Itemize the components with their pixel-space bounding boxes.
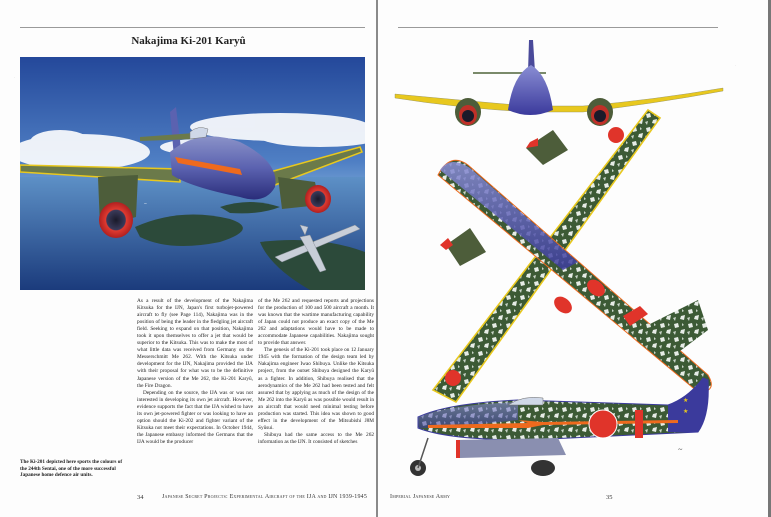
page-title: Nakajima Ki-201 Karyû [131, 35, 246, 47]
artist-signature: ~ [678, 445, 683, 454]
top-engine-right [526, 130, 568, 165]
text-column-1 [137, 298, 253, 446]
left-page [0, 0, 377, 517]
paragraph: The genesis of the Ki-201 took place on 12 January 1945 with the formation of the design team led by Nakajima engineer Iwao Shibuya. Unlike the Kitsuka project, from the outset Shibuya designed the Karyû as a fighter. In addition, Shibuya realised that the aerodynamics of the Me 262 had been tested and felt assured that by applying as much of the design of the Me 262 into the Karyû as was possible would result in an aircraft that would need minimal testing before production was started. This idea was shown to good effect in the development of the Mitsubishi J8M Syûsui. [258, 347, 374, 431]
front-view [395, 40, 723, 126]
aircraft-painting [20, 57, 365, 290]
running-title-right: Imperial Japanese Army [390, 494, 451, 500]
top-engine-left [446, 228, 486, 266]
margin-credit: · [734, 64, 738, 66]
hinomaru-fuselage-2 [551, 293, 575, 317]
side-tail [668, 378, 708, 432]
side-engine [456, 438, 566, 458]
page-number-left: 34 [137, 494, 144, 501]
margin-credit: · [13, 76, 17, 78]
aircraft-painting-svg [20, 57, 365, 290]
left-intake [99, 202, 133, 238]
right-page [378, 0, 771, 517]
header-rule [20, 27, 365, 28]
running-title-left: Japanese Secret Projects: Experimental Aircraft of the IJA and IJN 1939-1945 [162, 494, 368, 500]
artist-signature: ~ [144, 202, 147, 207]
paragraph: As a result of the development of the Nakajima Kitsuka for the IJN, Japan's first turbojet-powered aircraft to fly (see Page 114), Nakajima was in the position of being the leader in the fledgling jet aircraft field. Seeking to expand on that position, Nakajima took it upon themselves to offer a jet that would be superior to the Kitsuka. This was to make the most of what little data was received from Germany on the Messerschmitt Me 262. With the Kitsuka under development for the IJN, Nakajima provided the IJA with their proposal for what was to be the definitive Japanese version of the Me 262, the Ki-201 Karyû, the Fire Dragon. [137, 298, 253, 389]
paragraph: Depending on the source, the IJA was or was not interested in developing its own jet aircraft. However, evidence supports the fact that the IJA wished to have its own jet-powered fighter or was looking to have an option should the Ki-202 and fighter variant of the Kitsuka not meet their expectations. In October 1944, the Japanese embassy informed the Germans that the IJA would be the producer [137, 389, 253, 445]
paragraph: of the Me 262 and requested reports and projections for the production of 100 and 500 aircraft a month. It was known that the wartime manufacturing capability of Japan could not produce an exact copy of the Me 262 and adaptations would have to be made to accommodate Japanese capabilities. Nakajima sought to provide that answer. [258, 298, 374, 347]
hinomaru-fuselage-side [589, 410, 617, 438]
hinomaru-wing-right [608, 127, 624, 143]
side-band [635, 410, 643, 438]
main-wheel [531, 460, 555, 476]
aircraft-profile-views [378, 0, 768, 490]
paragraph: Shibuya had the same access to the Me 262 information as the IJN. It consisted of sketches [258, 431, 374, 445]
tail-star: ★ [683, 398, 689, 404]
top-view [433, 110, 711, 402]
tail-star: ★ [683, 409, 689, 415]
text-column-2 [258, 298, 374, 446]
front-wings [395, 88, 723, 112]
hinomaru-wing-left [445, 370, 461, 386]
right-intake [305, 185, 331, 213]
page-number-right: 35 [606, 494, 613, 501]
figure-caption: The Ki-201 depicted here sports the colours of the 244th Sentai, one of the more successful Japanese home defence air units. [20, 459, 123, 479]
